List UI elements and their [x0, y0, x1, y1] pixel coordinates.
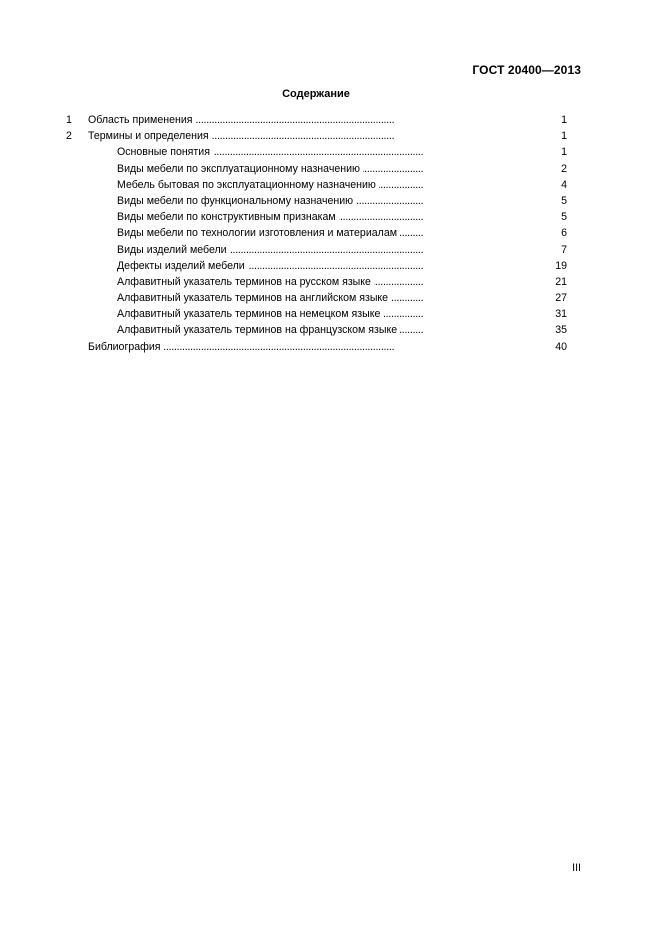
toc-entry-defects[interactable] — [0, 258, 661, 274]
toc-entry-label: Алфавитный указатель терминов на французском языке — [117, 324, 400, 336]
toc-entry-index-german[interactable] — [0, 306, 661, 322]
toc-entry-label: Алфавитный указатель терминов на английском языке — [117, 292, 391, 304]
toc-entry-page: 5 — [561, 211, 567, 224]
toc-entry-page: 1 — [561, 130, 567, 143]
toc-entry-scope[interactable] — [0, 112, 661, 128]
toc-title: Содержание — [282, 88, 350, 100]
toc-entry-label: Виды изделий мебели — [117, 244, 230, 256]
toc-entry-basic-concepts[interactable] — [0, 144, 661, 160]
toc-entry-page: 6 — [561, 227, 567, 240]
toc-entry-label: Термины и определения — [88, 130, 212, 142]
toc-entry-page: 5 — [561, 194, 567, 207]
toc-entry-page: 27 — [555, 292, 567, 305]
toc-entry-label: Мебель бытовая по эксплуатационному назначению — [117, 179, 379, 191]
toc-entry-number: 1 — [66, 114, 72, 126]
toc-entry-index-english[interactable] — [0, 290, 661, 306]
toc-entry-technology-materials[interactable] — [0, 225, 661, 241]
toc-entry-number: 2 — [66, 130, 72, 143]
toc-entry-label: Виды мебели по функциональному назначению — [117, 195, 356, 207]
toc-entry-operational-purpose[interactable] — [0, 161, 661, 177]
toc-entry-page: 1 — [561, 146, 567, 159]
toc-entry-page: 7 — [561, 243, 567, 256]
toc-entry-terms[interactable] — [0, 128, 661, 144]
toc-entry-label: Виды мебели по конструктивным признакам — [117, 211, 339, 223]
toc-entry-index-russian[interactable] — [0, 274, 661, 290]
toc-entry-page: 1 — [561, 114, 567, 126]
toc-entry-label: Алфавитный указатель терминов на немецком языке — [117, 308, 383, 320]
toc-entry-label: Основные понятия — [117, 146, 213, 158]
toc-entry-design-features[interactable] — [0, 209, 661, 225]
toc-entry-page: 4 — [561, 178, 567, 191]
toc-entry-bibliography[interactable] — [0, 339, 661, 355]
document-code: ГОСТ 20400—2013 — [472, 63, 581, 77]
toc-entry-page: 31 — [555, 308, 567, 321]
toc-entry-page: 21 — [555, 275, 567, 288]
toc-entry-page: 35 — [555, 324, 567, 337]
toc-entry-index-french[interactable] — [0, 322, 661, 338]
toc-entry-page: 40 — [555, 340, 567, 353]
toc-entry-label: Виды мебели по технологии изготовления и материалам — [117, 227, 400, 239]
page-number: III — [572, 862, 581, 874]
toc-entry-label: Библиография — [88, 341, 163, 353]
toc-entry-label: Область применения — [88, 114, 195, 126]
toc-entry-label: Алфавитный указатель терминов на русском языке — [117, 276, 374, 288]
toc-entry-furniture-products[interactable] — [0, 242, 661, 258]
toc-entry-page: 19 — [555, 259, 567, 272]
toc-entry-label: Дефекты изделий мебели — [117, 260, 248, 272]
table-of-contents — [0, 112, 661, 355]
toc-entry-functional-purpose[interactable] — [0, 193, 661, 209]
toc-entry-page: 2 — [561, 162, 567, 175]
toc-entry-label: Виды мебели по эксплуатационному назначению — [117, 163, 363, 175]
toc-entry-household-furniture[interactable] — [0, 177, 661, 193]
